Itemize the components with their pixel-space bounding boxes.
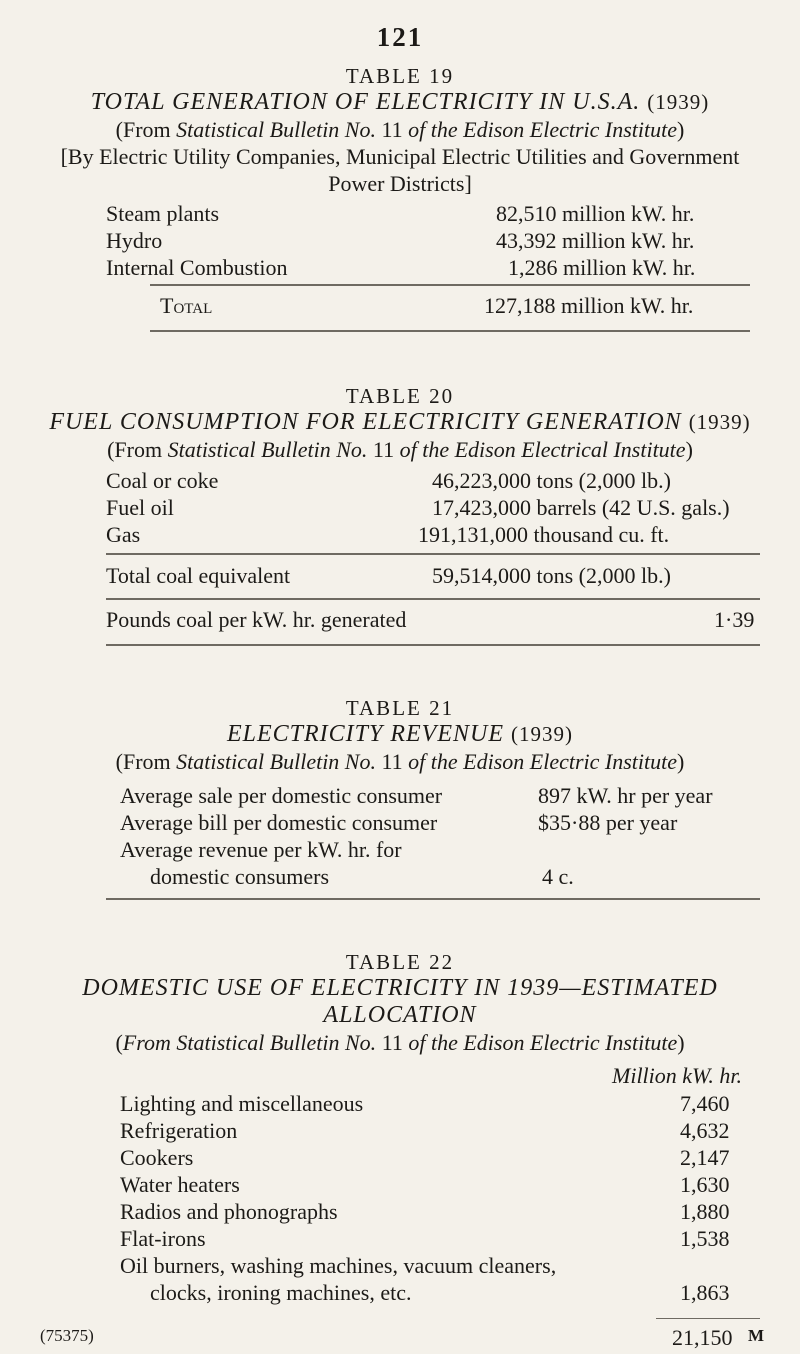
divider (150, 284, 750, 286)
source-italic-2: of the Edison Electric Institute (408, 749, 678, 774)
extra-value: 1·39 (714, 607, 755, 632)
total-value: 21,150 (672, 1325, 733, 1350)
source-italic: From Statistical Bulletin No. (122, 1030, 377, 1055)
row-value: 17,423,000 barrels (42 U.S. gals.) (432, 495, 730, 520)
table-row (120, 1252, 800, 1279)
table-title-text: TOTAL GENERATION OF ELECTRICITY IN U.S.A. (90, 89, 641, 115)
source-number: 11 (375, 749, 409, 774)
row-value: 1,538 (680, 1226, 730, 1251)
row-label: Water heaters (120, 1172, 240, 1197)
source-number: 11 (376, 1030, 409, 1055)
extra-label: Pounds coal per kW. hr. generated (106, 607, 407, 632)
row-value: 82,510 million kW. hr. (496, 201, 695, 226)
row-label: Lighting and miscellaneous (120, 1091, 364, 1116)
row-value: 2,147 (680, 1145, 730, 1170)
unit-header-label: Million kW. hr. (612, 1063, 742, 1088)
table-22 (0, 950, 800, 1056)
row-value: 43,392 million kW. hr. (496, 228, 695, 253)
divider (106, 553, 760, 555)
table-title-line-2: ALLOCATION (323, 1002, 477, 1028)
source-italic: Statistical Bulletin No. (176, 749, 376, 774)
row-value: 1,863 (680, 1280, 730, 1305)
row-label: domestic consumers (150, 864, 330, 889)
table-row (106, 521, 800, 548)
table-label: TABLE 19 (345, 64, 455, 88)
row-value: 46,223,000 tons (2,000 lb.) (432, 468, 671, 493)
source-prefix: (From (115, 749, 177, 774)
source-italic-2: of the Edison Electrical Institute (399, 437, 686, 462)
table-label: TABLE 22 (345, 950, 455, 974)
table-row (106, 227, 800, 254)
source-number: 11 (375, 117, 409, 142)
table-title-text: FUEL CONSUMPTION FOR ELECTRICITY GENERATION (49, 409, 682, 435)
row-value: 4,632 (680, 1118, 730, 1143)
table-row (120, 1144, 800, 1171)
source-suffix: ) (677, 1030, 685, 1055)
table-source (0, 1029, 800, 1056)
source-number: 11 (367, 437, 400, 462)
table-total (0, 1324, 800, 1351)
table-source (0, 436, 800, 463)
table-title-text: ELECTRICITY REVENUE (226, 721, 504, 747)
total-value: 127,188 million kW. hr. (484, 293, 694, 318)
row-value: 191,131,000 thousand cu. ft. (418, 522, 670, 547)
row-value: $35·88 per year (538, 810, 678, 835)
row-label: Cookers (120, 1145, 194, 1170)
table-row (120, 782, 800, 809)
table-total (0, 562, 800, 589)
divider (150, 330, 750, 332)
table-row (120, 809, 800, 836)
source-italic-2: of the Edison Electric Institute (408, 117, 678, 142)
table-row (106, 254, 800, 281)
source-prefix: (From (107, 437, 168, 462)
table-extra (0, 606, 800, 633)
sum-rule (656, 1318, 760, 1319)
divider (106, 644, 760, 646)
table-title (0, 89, 800, 116)
table-21-rows (0, 782, 800, 890)
table-row (120, 836, 800, 863)
table-note: [By Electric Utility Companies, Municipal Electric Utilities and Government Power Districts] (60, 144, 740, 196)
table-row (150, 863, 800, 890)
total-label: Total coal equivalent (106, 563, 291, 588)
table-year: (1939) (647, 90, 710, 114)
table-19 (0, 64, 800, 197)
table-19-rows (0, 200, 800, 281)
source-italic: Statistical Bulletin No. (176, 117, 376, 142)
table-source (0, 116, 800, 143)
source-prefix: (From (115, 117, 177, 142)
table-row (120, 1198, 800, 1225)
page-number: 121 (376, 22, 424, 52)
table-20 (0, 384, 800, 463)
table-22-rows (0, 1090, 800, 1306)
table-label: TABLE 21 (345, 696, 455, 720)
table-row (106, 467, 800, 494)
row-label: Coal or coke (106, 468, 219, 493)
row-label: Flat-irons (120, 1226, 206, 1251)
row-value: 4 c. (542, 864, 574, 889)
table-row (120, 1171, 800, 1198)
unit-header (0, 1062, 800, 1089)
table-total (0, 292, 800, 319)
table-row (106, 200, 800, 227)
row-label: Internal Combustion (106, 255, 288, 280)
source-suffix: ) (677, 749, 685, 774)
row-value: 1,880 (680, 1199, 730, 1224)
table-row (120, 1117, 800, 1144)
row-label: Oil burners, washing machines, vacuum cleaners, (120, 1253, 557, 1278)
divider (106, 598, 760, 600)
table-row (106, 494, 800, 521)
source-suffix: ) (677, 117, 685, 142)
row-label: Average revenue per kW. hr. for (120, 837, 402, 862)
footer-code: (75375) (40, 1326, 94, 1345)
row-label: Gas (106, 522, 141, 547)
row-label: Average sale per domestic consumer (120, 783, 443, 808)
row-value: 1,286 million kW. hr. (508, 255, 696, 280)
row-value: 7,460 (680, 1091, 730, 1116)
source-italic-2: of the Edison Electric Institute (408, 1030, 678, 1055)
source-suffix: ) (685, 437, 693, 462)
row-value: 897 kW. hr per year (538, 783, 713, 808)
source-prefix: ( (115, 1030, 123, 1055)
total-label: Total (160, 293, 213, 318)
table-source (0, 748, 800, 775)
row-value: 1,630 (680, 1172, 730, 1197)
table-title (0, 721, 800, 748)
row-label: Radios and phonographs (120, 1199, 338, 1224)
table-row (120, 1225, 800, 1252)
row-label: clocks, ironing machines, etc. (150, 1280, 412, 1305)
table-row (120, 1090, 800, 1117)
row-label: Average bill per domestic consumer (120, 810, 438, 835)
table-title (0, 409, 800, 436)
footer-signature: M (747, 1326, 764, 1345)
table-year: (1939) (688, 410, 751, 434)
row-label: Refrigeration (120, 1118, 238, 1143)
table-label: TABLE 20 (345, 384, 455, 408)
total-value: 59,514,000 tons (2,000 lb.) (432, 563, 671, 588)
row-label: Fuel oil (106, 495, 174, 520)
table-row (150, 1279, 800, 1306)
source-italic: Statistical Bulletin No. (167, 437, 368, 462)
divider (106, 898, 760, 900)
table-year: (1939) (511, 722, 573, 746)
table-21 (0, 696, 800, 775)
row-label: Hydro (106, 228, 163, 253)
row-label: Steam plants (106, 201, 220, 226)
table-title-line-1: DOMESTIC USE OF ELECTRICITY IN 1939—ESTIMATED (82, 975, 718, 1001)
table-20-rows (0, 467, 800, 548)
